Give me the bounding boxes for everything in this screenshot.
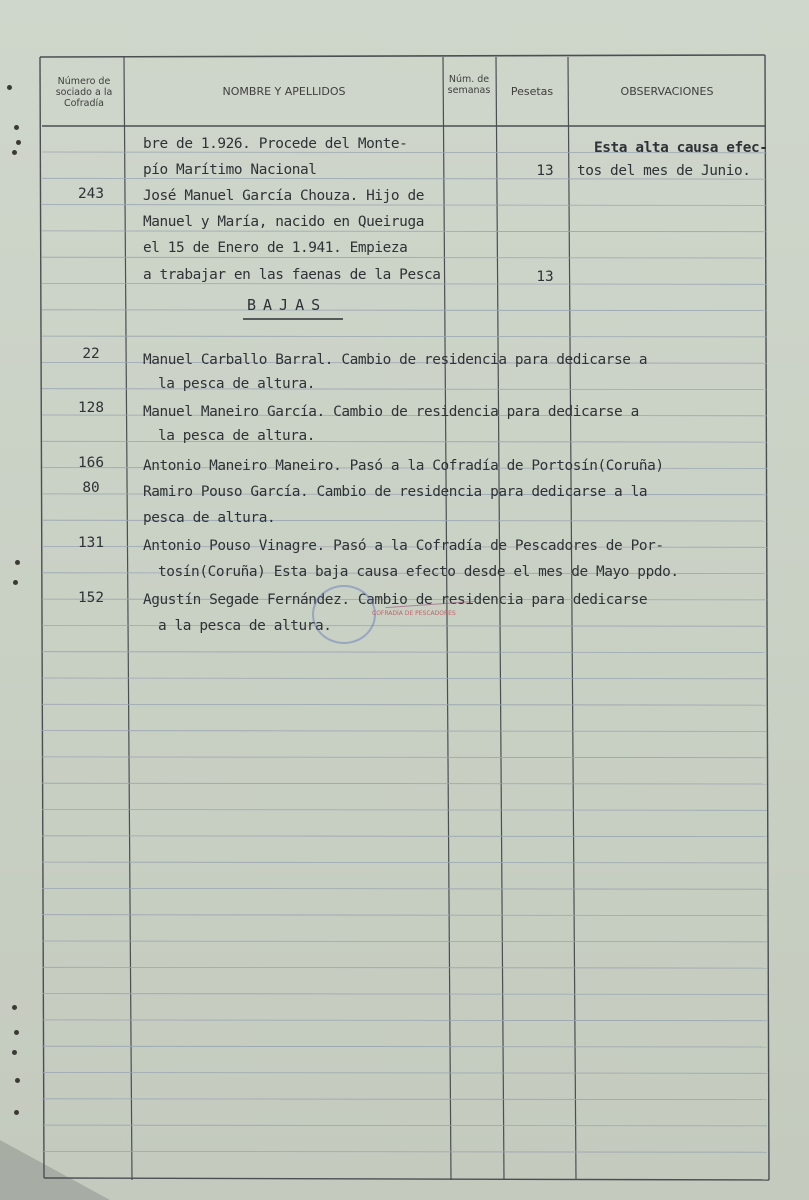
entry-line: a la pesca de altura. [158,618,332,634]
ruled-line [42,678,767,679]
member-number: 128 [78,400,104,416]
ruled-line [42,757,767,758]
entry-line: pesca de altura. [143,510,276,526]
column-rule [443,57,451,1180]
ruled-line [42,704,767,705]
ruled-line [42,284,767,285]
ruled-line [42,731,767,732]
header-numero: Número de sociado a la Cofradía [55,76,113,109]
ruled-line [42,257,767,258]
member-number: 152 [78,590,104,606]
cofradia-seal-stamp [312,585,376,644]
entry-line: Antonio Pouso Vinagre. Pasó a la Cofradía de Pescadores de Por- [143,538,664,554]
ruled-line [42,1099,767,1100]
pesetas-value: 13 [536,163,554,179]
frame-right [765,55,769,1180]
entry-line: la pesca de altura. [158,428,316,444]
column-rule [568,57,576,1180]
ruled-line [42,625,767,626]
ruled-line [42,1125,767,1126]
entry-line: Ramiro Pouso García. Cambio de residencia para dedicarse a la [143,484,648,500]
ruled-line [42,310,767,311]
frame-top [40,55,765,57]
bajas-title: BAJAS [247,296,328,314]
ruled-line [42,336,767,337]
entry-line: José Manuel García Chouza. Hijo de [143,188,424,204]
entry-line: el 15 de Enero de 1.941. Empieza [143,240,408,256]
member-number: 80 [82,480,100,496]
ruled-line [42,967,767,968]
frame-left [40,57,44,1178]
ruled-line [42,652,767,653]
ruled-line [42,888,767,889]
ruled-line [42,389,767,390]
ruled-line [42,862,767,863]
observation-line: Esta alta causa efec- [594,140,768,156]
entry-line: pío Marítimo Nacional [143,162,317,178]
member-number: 131 [78,535,104,551]
column-rule [124,57,132,1180]
member-number: 243 [78,186,104,202]
observation-line: tos del mes de Junio. [577,163,751,179]
ruled-line [42,1046,767,1047]
entry-line: bre de 1.926. Procede del Monte- [143,136,408,152]
ruled-line [42,441,767,442]
entry-line: a trabajar en las faenas de la Pesca [143,267,441,283]
header-pesetas: Pesetas [510,85,554,98]
stamp-caption: COFRADÍA DE PESCADORES [372,610,456,617]
header-semanas: Núm. de semanas [447,74,491,96]
ruled-line [42,1151,767,1152]
ruled-line [42,231,767,232]
entry-line: Agustín Segade Fernández. Cambio de residencia para dedicarse [143,592,648,608]
column-rule [496,57,504,1180]
ruled-line [42,994,767,995]
ruled-line [42,1020,767,1021]
ruled-line [42,941,767,942]
header-nombre: NOMBRE Y APELLIDOS [222,85,346,98]
entry-line: Manuel Maneiro García. Cambio de residencia para dedicarse a [143,404,639,420]
ruled-line [42,836,767,837]
entry-line: Manuel Carballo Barral. Cambio de residencia para dedicarse a [143,352,648,368]
entry-line: tosín(Coruña) Esta baja causa efecto desde el mes de Mayo ppdo. [158,564,679,580]
entry-line: Antonio Maneiro Maneiro. Pasó a la Cofradía de Portosín(Coruña) [143,458,664,474]
member-number: 22 [82,346,100,362]
member-number: 166 [78,455,104,471]
ruled-line [42,205,767,206]
entry-line: Manuel y María, nacido en Queiruga [143,214,424,230]
ruled-line [42,810,767,811]
ruled-line [42,1073,767,1074]
ruled-line [42,783,767,784]
entry-line: la pesca de altura. [158,376,316,392]
pesetas-value: 13 [536,269,554,285]
bajas-underline [243,318,343,320]
header-observaciones: OBSERVACIONES [620,85,714,98]
ruled-line [42,915,767,916]
frame-bottom [44,1178,769,1180]
